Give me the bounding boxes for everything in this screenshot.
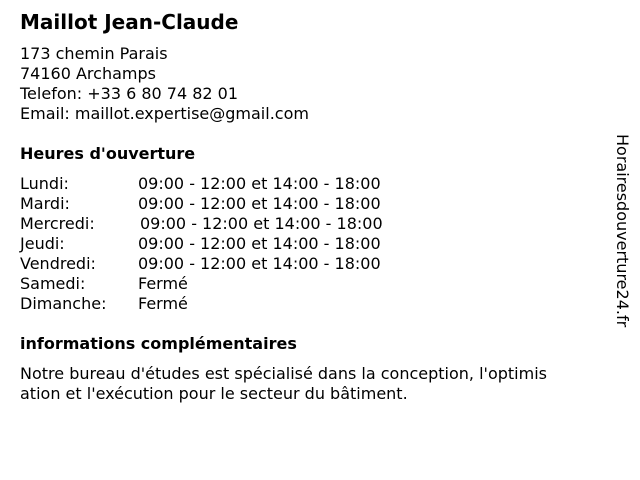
email-address[interactable]: Email: maillot.expertise@gmail.com [20,104,309,123]
phone-number[interactable]: Telefon: +33 6 80 74 82 01 [20,84,239,103]
day-hours: 09:00 - 12:00 et 14:00 - 18:00 [138,174,381,193]
day-hours: 09:00 - 12:00 et 14:00 - 18:00 [138,194,381,213]
day-label: Lundi: [20,174,69,193]
business-name: Maillot Jean-Claude [20,10,239,34]
additional-info-heading: informations complémentaires [20,334,297,353]
day-label: Mardi: [20,194,70,213]
day-hours: 09:00 - 12:00 et 14:00 - 18:00 [140,214,383,233]
day-hours: 09:00 - 12:00 et 14:00 - 18:00 [138,234,381,253]
day-label: Jeudi: [20,234,65,253]
site-watermark: Horairesdouverture24.fr [613,134,632,328]
opening-hours-heading: Heures d'ouverture [20,144,196,163]
additional-info-text: Notre bureau d'études est spécialisé dans la conception, l'optimisation et l'exécution pour le secteur du bâtiment. [20,364,547,403]
contact-block [20,44,309,124]
day-hours: Fermé [138,274,188,293]
day-label: Vendredi: [20,254,96,273]
day-hours: Fermé [138,294,188,313]
address-line-1: 173 chemin Parais [20,44,168,63]
day-hours: 09:00 - 12:00 et 14:00 - 18:00 [138,254,381,273]
day-label: Dimanche: [20,294,107,313]
day-label: Mercredi: [20,214,95,233]
day-label: Samedi: [20,274,86,293]
address-line-2: 74160 Archamps [20,64,156,83]
